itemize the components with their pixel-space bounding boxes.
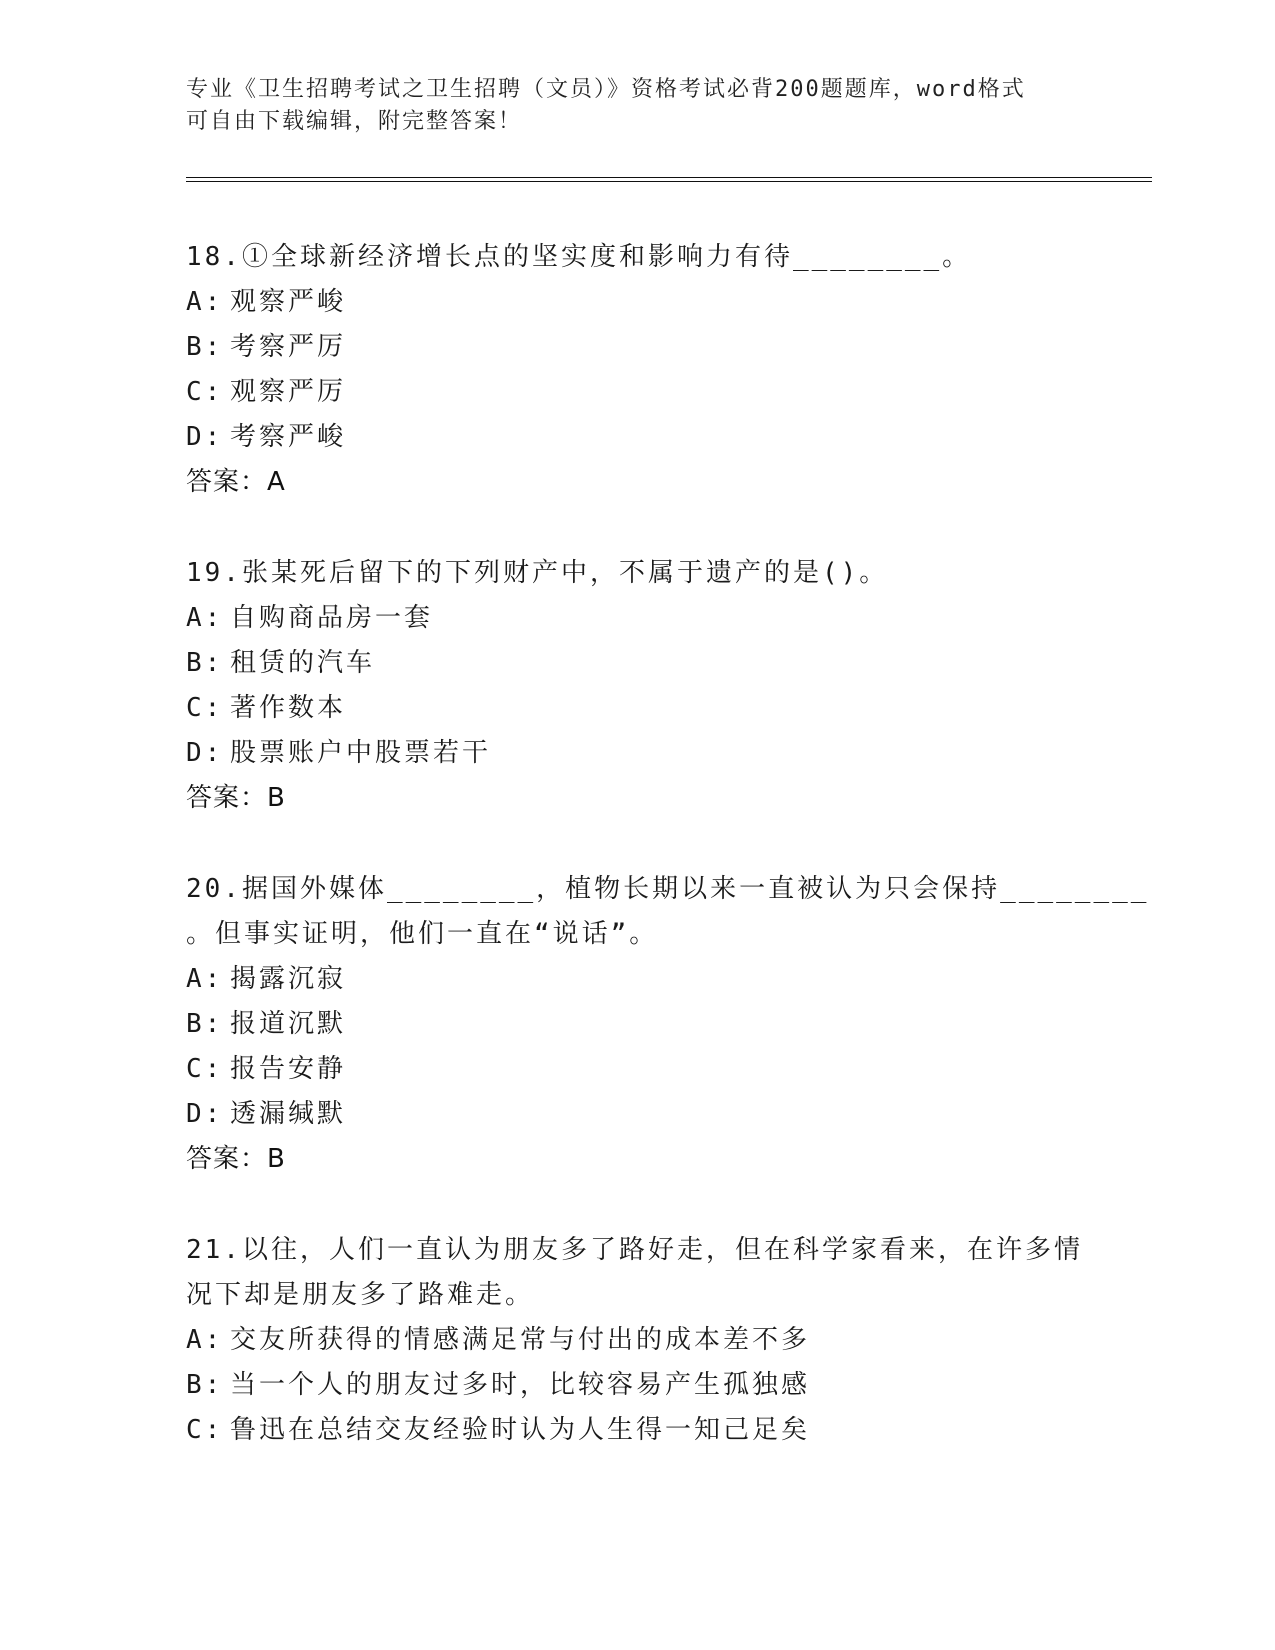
option-c (186, 370, 1086, 415)
option-letter: A: (186, 603, 224, 633)
option-text: 考察严峻 (230, 422, 347, 452)
header-divider-bottom (186, 181, 1152, 182)
option-letter: D: (186, 738, 224, 768)
option-text: 揭露沉寂 (230, 964, 347, 994)
option-letter: B: (186, 648, 224, 678)
question-20 (186, 867, 1150, 1182)
option-b (186, 1002, 1086, 1047)
option-a (186, 280, 1086, 325)
question-stem-line: 19.张某死后留下的下列财产中，不属于遗产的是()。 (186, 558, 889, 588)
option-letter: C: (186, 693, 224, 723)
question-19 (186, 551, 1086, 821)
question-stem (186, 235, 1086, 280)
option-text: 观察严峻 (230, 287, 347, 317)
option-text: 自购商品房一套 (230, 603, 434, 633)
header-divider-top (186, 177, 1152, 178)
option-text: 交友所获得的情感满足常与付出的成本差不多 (230, 1325, 811, 1355)
question-stem-line: 20.据国外媒体________，植物长期以来一直被认为只会保持________ (186, 874, 1150, 904)
option-c (186, 686, 1086, 731)
option-letter: C: (186, 377, 224, 407)
question-stem (186, 867, 1150, 957)
option-text: 观察严厉 (230, 377, 347, 407)
option-letter: A: (186, 1325, 224, 1355)
document-header (186, 74, 1066, 138)
header-title-line-1: 专业《卫生招聘考试之卫生招聘（文员）》资格考试必背200题题库，word格式 (186, 77, 1026, 102)
option-text: 报道沉默 (230, 1009, 347, 1039)
answer-line: 答案：A (186, 467, 286, 497)
option-d (186, 1092, 1086, 1137)
option-text: 报告安静 (230, 1054, 347, 1084)
question-stem-line: 况下却是朋友多了路难走。 (186, 1280, 535, 1310)
option-text: 鲁迅在总结交友经验时认为人生得一知己足矣 (230, 1415, 811, 1445)
question-stem-line: 21.以往，人们一直认为朋友多了路好走，但在科学家看来，在许多情 (186, 1235, 1083, 1265)
option-d (186, 731, 1086, 776)
option-letter: D: (186, 1099, 224, 1129)
option-text: 当一个人的朋友过多时，比较容易产生孤独感 (230, 1370, 811, 1400)
option-text: 考察严厉 (230, 332, 347, 362)
option-letter: C: (186, 1054, 224, 1084)
option-c (186, 1408, 1086, 1453)
header-title-line-2: 可自由下载编辑，附完整答案！ (186, 109, 523, 134)
option-letter: B: (186, 1009, 224, 1039)
option-d (186, 415, 1086, 460)
option-b (186, 325, 1086, 370)
option-text: 著作数本 (230, 693, 347, 723)
question-stem (186, 551, 1086, 596)
option-letter: B: (186, 332, 224, 362)
question-stem-line: 18.①全球新经济增长点的坚实度和影响力有待________。 (186, 242, 972, 272)
option-text: 租赁的汽车 (230, 648, 376, 678)
question-stem-line: 。但事实证明，他们一直在“说话”。 (186, 919, 659, 949)
question-list (186, 235, 1150, 1499)
answer-line: 答案：B (186, 783, 286, 813)
option-text: 股票账户中股票若干 (230, 738, 492, 768)
option-letter: B: (186, 1370, 224, 1400)
option-a (186, 1318, 1086, 1363)
question-18 (186, 235, 1086, 505)
option-letter: D: (186, 422, 224, 452)
option-a (186, 596, 1086, 641)
option-c (186, 1047, 1086, 1092)
option-b (186, 641, 1086, 686)
answer-line: 答案：B (186, 1144, 286, 1174)
option-letter: A: (186, 287, 224, 317)
question-21 (186, 1228, 1086, 1453)
option-text: 透漏缄默 (230, 1099, 347, 1129)
option-b (186, 1363, 1086, 1408)
option-letter: A: (186, 964, 224, 994)
option-letter: C: (186, 1415, 224, 1445)
question-stem (186, 1228, 1086, 1318)
option-a (186, 957, 1086, 1002)
